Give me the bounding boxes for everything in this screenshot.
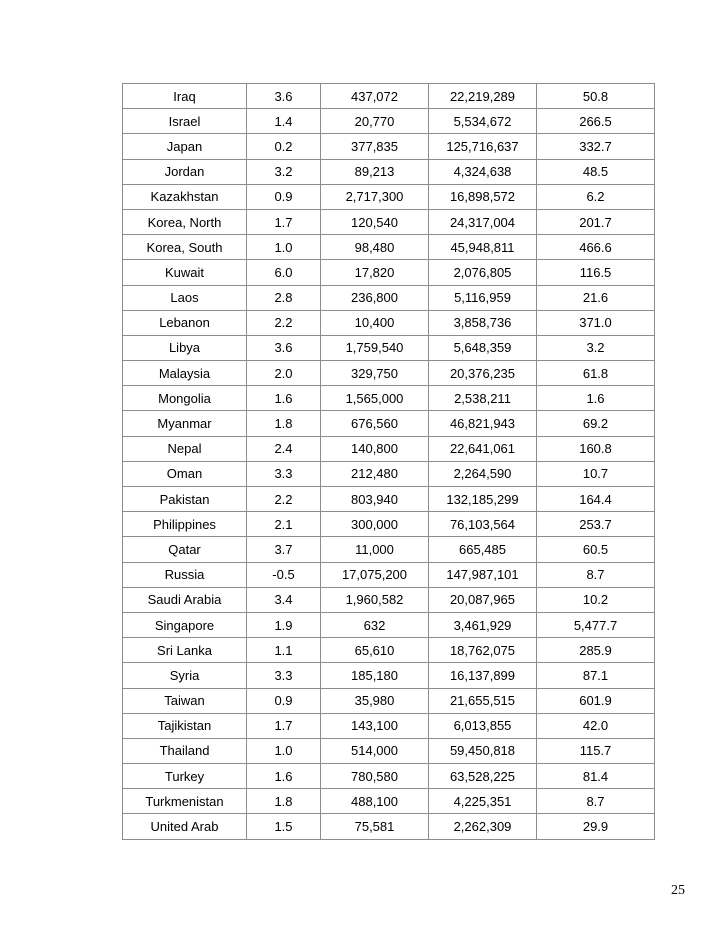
growth-rate-cell: 3.2 xyxy=(247,159,321,184)
growth-rate-cell: 1.0 xyxy=(247,738,321,763)
density-cell: 10.2 xyxy=(537,587,655,612)
table-row xyxy=(123,638,655,663)
population-cell: 16,137,899 xyxy=(429,663,537,688)
growth-rate-cell: 1.5 xyxy=(247,814,321,839)
area-cell: 514,000 xyxy=(321,738,429,763)
area-cell: 377,835 xyxy=(321,134,429,159)
table-row xyxy=(123,109,655,134)
area-cell: 17,820 xyxy=(321,260,429,285)
table-row xyxy=(123,436,655,461)
area-cell: 437,072 xyxy=(321,84,429,109)
population-cell: 2,264,590 xyxy=(429,461,537,486)
table-body xyxy=(123,84,655,840)
growth-rate-cell: 1.1 xyxy=(247,638,321,663)
growth-rate-cell: 1.6 xyxy=(247,386,321,411)
population-cell: 3,858,736 xyxy=(429,310,537,335)
density-cell: 253.7 xyxy=(537,512,655,537)
page-number: 25 xyxy=(671,883,685,898)
area-cell: 11,000 xyxy=(321,537,429,562)
growth-rate-cell: 1.0 xyxy=(247,235,321,260)
density-cell: 285.9 xyxy=(537,638,655,663)
population-cell: 22,219,289 xyxy=(429,84,537,109)
area-cell: 35,980 xyxy=(321,688,429,713)
table-row xyxy=(123,461,655,486)
growth-rate-cell: 1.7 xyxy=(247,209,321,234)
population-cell: 20,376,235 xyxy=(429,361,537,386)
population-cell: 24,317,004 xyxy=(429,209,537,234)
density-cell: 466.6 xyxy=(537,235,655,260)
area-cell: 212,480 xyxy=(321,461,429,486)
country-data-table xyxy=(122,83,655,840)
country-cell: Philippines xyxy=(123,512,247,537)
area-cell: 120,540 xyxy=(321,209,429,234)
area-cell: 98,480 xyxy=(321,235,429,260)
country-cell: Laos xyxy=(123,285,247,310)
density-cell: 6.2 xyxy=(537,184,655,209)
area-cell: 300,000 xyxy=(321,512,429,537)
table-row xyxy=(123,612,655,637)
country-cell: Pakistan xyxy=(123,487,247,512)
growth-rate-cell: 3.6 xyxy=(247,84,321,109)
density-cell: 60.5 xyxy=(537,537,655,562)
growth-rate-cell: 1.9 xyxy=(247,612,321,637)
density-cell: 1.6 xyxy=(537,386,655,411)
growth-rate-cell: 2.1 xyxy=(247,512,321,537)
population-cell: 2,076,805 xyxy=(429,260,537,285)
area-cell: 488,100 xyxy=(321,789,429,814)
growth-rate-cell: 3.3 xyxy=(247,461,321,486)
growth-rate-cell: 2.4 xyxy=(247,436,321,461)
growth-rate-cell: 2.8 xyxy=(247,285,321,310)
growth-rate-cell: 0.2 xyxy=(247,134,321,159)
population-cell: 3,461,929 xyxy=(429,612,537,637)
table-row xyxy=(123,512,655,537)
area-cell: 1,960,582 xyxy=(321,587,429,612)
country-cell: Myanmar xyxy=(123,411,247,436)
population-cell: 132,185,299 xyxy=(429,487,537,512)
density-cell: 42.0 xyxy=(537,713,655,738)
country-cell: Russia xyxy=(123,562,247,587)
table-row xyxy=(123,310,655,335)
area-cell: 89,213 xyxy=(321,159,429,184)
growth-rate-cell: 2.2 xyxy=(247,487,321,512)
population-cell: 63,528,225 xyxy=(429,764,537,789)
table-row xyxy=(123,260,655,285)
density-cell: 50.8 xyxy=(537,84,655,109)
growth-rate-cell: 0.9 xyxy=(247,688,321,713)
country-cell: Sri Lanka xyxy=(123,638,247,663)
table-row xyxy=(123,688,655,713)
country-cell: Lebanon xyxy=(123,310,247,335)
table-row xyxy=(123,84,655,109)
table-row xyxy=(123,361,655,386)
country-cell: Singapore xyxy=(123,612,247,637)
country-cell: Jordan xyxy=(123,159,247,184)
country-cell: Syria xyxy=(123,663,247,688)
country-cell: Iraq xyxy=(123,84,247,109)
density-cell: 332.7 xyxy=(537,134,655,159)
population-cell: 2,538,211 xyxy=(429,386,537,411)
country-cell: Japan xyxy=(123,134,247,159)
country-cell: Nepal xyxy=(123,436,247,461)
population-cell: 2,262,309 xyxy=(429,814,537,839)
density-cell: 164.4 xyxy=(537,487,655,512)
density-cell: 3.2 xyxy=(537,335,655,360)
country-cell: Libya xyxy=(123,335,247,360)
table-row xyxy=(123,335,655,360)
area-cell: 1,565,000 xyxy=(321,386,429,411)
density-cell: 81.4 xyxy=(537,764,655,789)
table-row xyxy=(123,562,655,587)
country-cell: Kuwait xyxy=(123,260,247,285)
density-cell: 115.7 xyxy=(537,738,655,763)
area-cell: 17,075,200 xyxy=(321,562,429,587)
density-cell: 21.6 xyxy=(537,285,655,310)
area-cell: 236,800 xyxy=(321,285,429,310)
density-cell: 61.8 xyxy=(537,361,655,386)
table-row xyxy=(123,209,655,234)
country-cell: Korea, South xyxy=(123,235,247,260)
population-cell: 76,103,564 xyxy=(429,512,537,537)
area-cell: 143,100 xyxy=(321,713,429,738)
country-cell: Oman xyxy=(123,461,247,486)
growth-rate-cell: 3.6 xyxy=(247,335,321,360)
area-cell: 1,759,540 xyxy=(321,335,429,360)
area-cell: 185,180 xyxy=(321,663,429,688)
population-cell: 16,898,572 xyxy=(429,184,537,209)
country-cell: Thailand xyxy=(123,738,247,763)
area-cell: 2,717,300 xyxy=(321,184,429,209)
density-cell: 201.7 xyxy=(537,209,655,234)
table-row xyxy=(123,814,655,839)
population-cell: 21,655,515 xyxy=(429,688,537,713)
growth-rate-cell: 3.4 xyxy=(247,587,321,612)
population-cell: 5,116,959 xyxy=(429,285,537,310)
density-cell: 8.7 xyxy=(537,789,655,814)
density-cell: 5,477.7 xyxy=(537,612,655,637)
population-cell: 665,485 xyxy=(429,537,537,562)
population-cell: 22,641,061 xyxy=(429,436,537,461)
population-cell: 45,948,811 xyxy=(429,235,537,260)
growth-rate-cell: 1.6 xyxy=(247,764,321,789)
area-cell: 632 xyxy=(321,612,429,637)
growth-rate-cell: 1.8 xyxy=(247,411,321,436)
area-cell: 140,800 xyxy=(321,436,429,461)
density-cell: 116.5 xyxy=(537,260,655,285)
country-cell: Qatar xyxy=(123,537,247,562)
population-cell: 46,821,943 xyxy=(429,411,537,436)
growth-rate-cell: 2.0 xyxy=(247,361,321,386)
population-cell: 147,987,101 xyxy=(429,562,537,587)
density-cell: 601.9 xyxy=(537,688,655,713)
area-cell: 65,610 xyxy=(321,638,429,663)
population-cell: 20,087,965 xyxy=(429,587,537,612)
table-row xyxy=(123,235,655,260)
table-row xyxy=(123,159,655,184)
growth-rate-cell: 1.8 xyxy=(247,789,321,814)
area-cell: 803,940 xyxy=(321,487,429,512)
population-cell: 4,225,351 xyxy=(429,789,537,814)
table-row xyxy=(123,738,655,763)
table-row xyxy=(123,713,655,738)
country-cell: Mongolia xyxy=(123,386,247,411)
population-cell: 18,762,075 xyxy=(429,638,537,663)
country-cell: United Arab xyxy=(123,814,247,839)
growth-rate-cell: 6.0 xyxy=(247,260,321,285)
population-cell: 125,716,637 xyxy=(429,134,537,159)
area-cell: 780,580 xyxy=(321,764,429,789)
density-cell: 29.9 xyxy=(537,814,655,839)
table-row xyxy=(123,285,655,310)
table-row xyxy=(123,587,655,612)
table-row xyxy=(123,487,655,512)
growth-rate-cell: 3.3 xyxy=(247,663,321,688)
table-row xyxy=(123,386,655,411)
density-cell: 266.5 xyxy=(537,109,655,134)
density-cell: 69.2 xyxy=(537,411,655,436)
population-cell: 4,324,638 xyxy=(429,159,537,184)
country-cell: Turkmenistan xyxy=(123,789,247,814)
density-cell: 48.5 xyxy=(537,159,655,184)
country-cell: Turkey xyxy=(123,764,247,789)
growth-rate-cell: 2.2 xyxy=(247,310,321,335)
country-cell: Korea, North xyxy=(123,209,247,234)
population-cell: 5,534,672 xyxy=(429,109,537,134)
population-cell: 6,013,855 xyxy=(429,713,537,738)
growth-rate-cell: -0.5 xyxy=(247,562,321,587)
table-row xyxy=(123,184,655,209)
density-cell: 87.1 xyxy=(537,663,655,688)
density-cell: 160.8 xyxy=(537,436,655,461)
population-cell: 5,648,359 xyxy=(429,335,537,360)
density-cell: 10.7 xyxy=(537,461,655,486)
country-cell: Taiwan xyxy=(123,688,247,713)
table-row xyxy=(123,789,655,814)
country-cell: Malaysia xyxy=(123,361,247,386)
country-cell: Tajikistan xyxy=(123,713,247,738)
density-cell: 371.0 xyxy=(537,310,655,335)
population-cell: 59,450,818 xyxy=(429,738,537,763)
area-cell: 20,770 xyxy=(321,109,429,134)
area-cell: 329,750 xyxy=(321,361,429,386)
density-cell: 8.7 xyxy=(537,562,655,587)
area-cell: 676,560 xyxy=(321,411,429,436)
table-row xyxy=(123,134,655,159)
area-cell: 10,400 xyxy=(321,310,429,335)
growth-rate-cell: 1.4 xyxy=(247,109,321,134)
table-row xyxy=(123,411,655,436)
country-cell: Israel xyxy=(123,109,247,134)
country-cell: Kazakhstan xyxy=(123,184,247,209)
growth-rate-cell: 1.7 xyxy=(247,713,321,738)
area-cell: 75,581 xyxy=(321,814,429,839)
table-row xyxy=(123,537,655,562)
growth-rate-cell: 3.7 xyxy=(247,537,321,562)
table-row xyxy=(123,764,655,789)
growth-rate-cell: 0.9 xyxy=(247,184,321,209)
table-row xyxy=(123,663,655,688)
country-cell: Saudi Arabia xyxy=(123,587,247,612)
